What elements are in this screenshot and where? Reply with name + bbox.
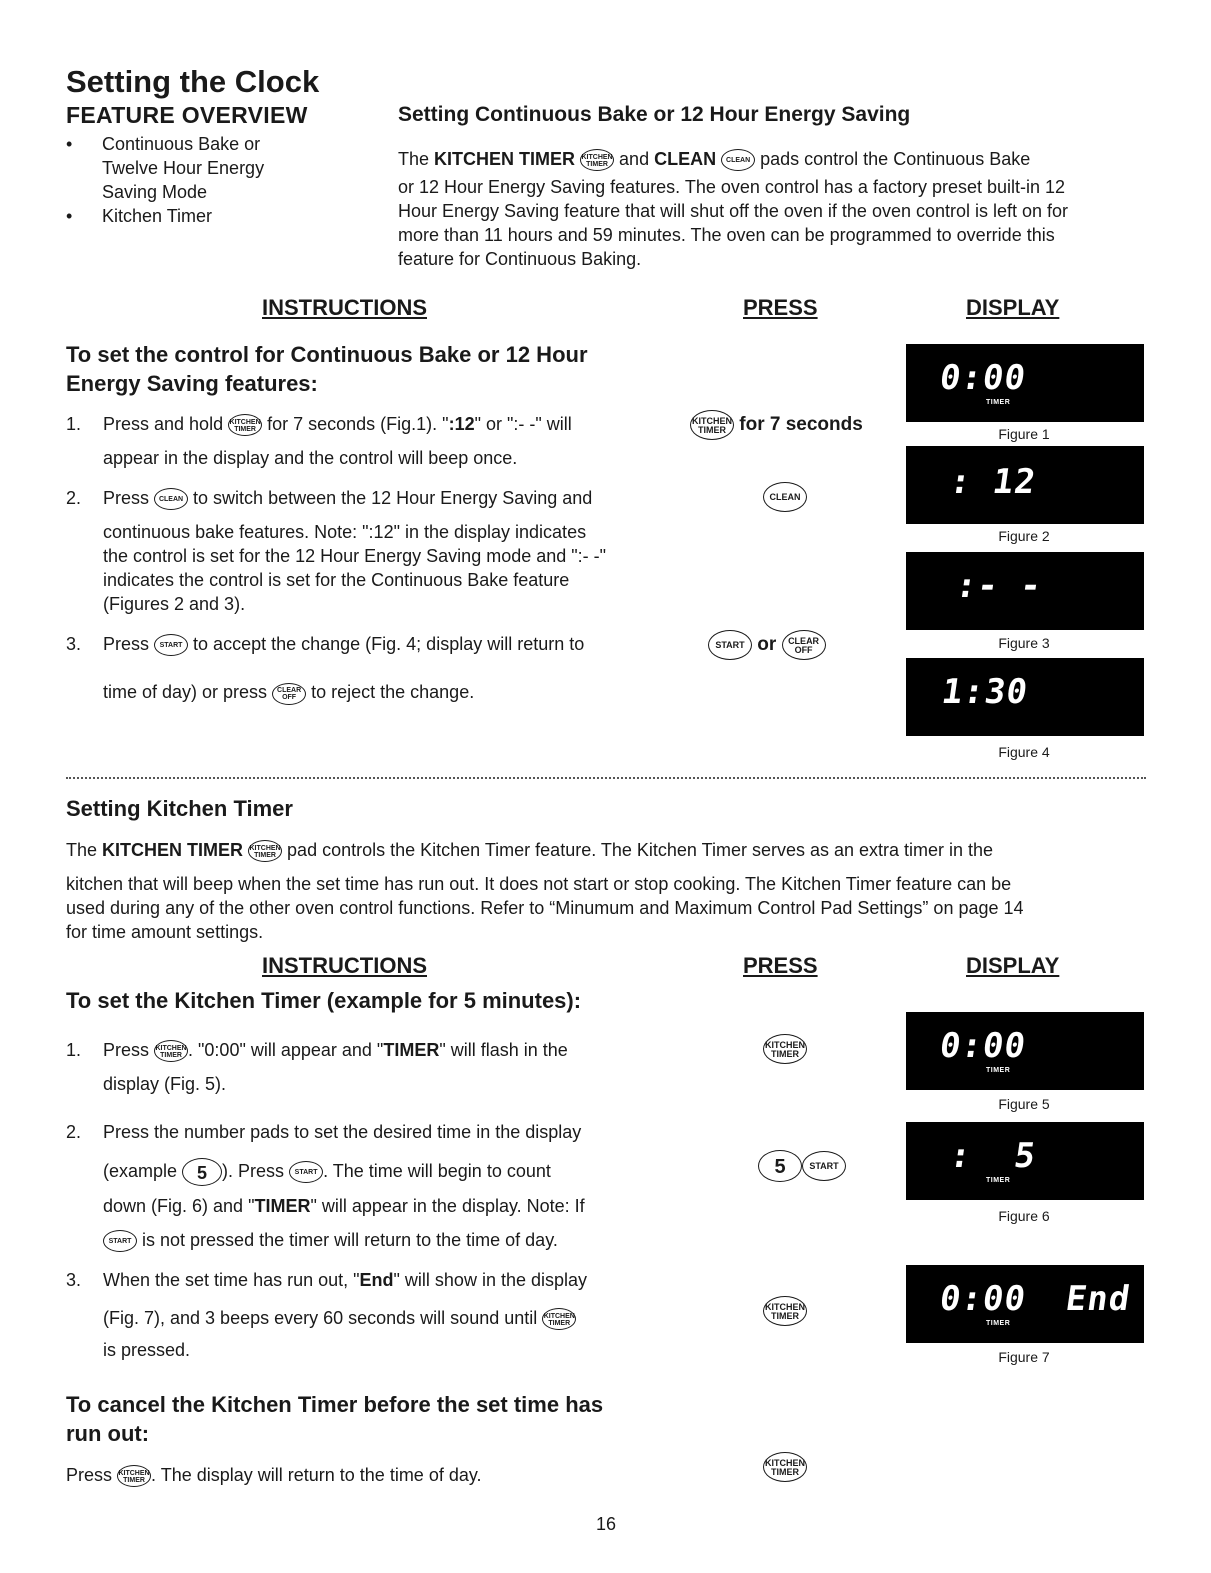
display-timer-label: TIMER: [986, 1067, 1011, 1074]
step-text: to switch between the 12 Hour Energy Saving and: [193, 488, 593, 508]
step2-number: 2.: [66, 488, 82, 508]
step-text: is not pressed the timer will return to the time of day.: [142, 1230, 558, 1250]
kitchen-timer-pad-icon: KITCHEN TIMER: [117, 1465, 151, 1487]
display-figure-3: [906, 552, 1144, 630]
press-header: PRESS: [743, 953, 818, 978]
press-5-start: [758, 1150, 846, 1182]
clear-off-pad-icon[interactable]: CLEAR OFF: [782, 630, 826, 660]
step-text: to accept the change (Fig. 4; display will return to: [193, 634, 585, 654]
page-number: 16: [596, 1514, 617, 1534]
intro-clean: CLEAN: [654, 149, 717, 169]
step-text: " will show in the display: [393, 1270, 588, 1290]
intro-text: pads control the Continuous Bake: [755, 149, 1031, 169]
intro-line: for time amount settings.: [66, 922, 264, 942]
step-text: the control is set for the 12 Hour Energy Saving mode and ":- -": [103, 546, 607, 567]
step1-number: 1.: [66, 414, 82, 434]
instructions-header: INSTRUCTIONS: [262, 295, 427, 320]
figure-caption: Figure 3: [998, 635, 1050, 651]
cancel-heading: [66, 1390, 603, 1448]
display-figure-6: [906, 1122, 1144, 1200]
intro-text: pad controls the Kitchen Timer feature. The Kitchen Timer serves as an extra timer in the: [282, 840, 994, 860]
section1-heading: Setting Continuous Bake or 12 Hour Energy Saving: [398, 103, 911, 126]
start-pad-icon[interactable]: START: [802, 1151, 846, 1181]
display-timer-label: TIMER: [986, 1320, 1011, 1327]
step-text: Press and hold: [103, 414, 224, 434]
s2-step2-text: [103, 1120, 683, 1252]
figure-caption: Figure 1: [998, 426, 1050, 442]
section-divider: [66, 777, 1146, 779]
start-pad-icon[interactable]: START: [708, 630, 752, 660]
step-text: time of day) or press: [103, 682, 268, 703]
press-7sec-label: for 7 seconds: [739, 414, 863, 436]
step-text: Press: [103, 488, 150, 508]
step-text: for 7 seconds (Fig.1). ": [267, 414, 449, 434]
intro-text: and: [614, 149, 655, 169]
feature-overview-heading: FEATURE OVERVIEW: [66, 102, 308, 128]
step-text: . The display will return to the time of day.: [151, 1465, 482, 1485]
clean-pad-icon[interactable]: CLEAN: [763, 482, 807, 512]
display-timer-label: TIMER: [986, 399, 1011, 406]
kitchen-timer-pad-icon: KITCHEN TIMER: [580, 149, 614, 171]
number-5-pad-icon: 5: [182, 1158, 222, 1186]
feature-item: Kitchen Timer: [102, 206, 213, 226]
step-text: indicates the control is set for the Continuous Bake feature: [103, 570, 570, 591]
kitchen-timer-pad-icon: KITCHEN TIMER: [228, 414, 262, 436]
intro-text: The: [398, 149, 435, 169]
section2-intro: [66, 838, 1156, 944]
display-value: : 12: [947, 462, 1039, 502]
step-text: (Figures 2 and 3).: [103, 594, 246, 615]
display-value: :- -: [953, 566, 1045, 606]
intro-line: more than 11 hours and 59 minutes. The oven can be programmed to override this: [398, 225, 1055, 245]
display-figure-7: [906, 1265, 1144, 1343]
section2-subheading: To set the Kitchen Timer (example for 5 minutes):: [66, 988, 582, 1013]
subheading-line: Energy Saving features:: [66, 371, 318, 396]
intro-line: used during any of the other oven control functions. Refer to “Minumum and Maximum Control Pad Settings” on page 14: [66, 898, 1024, 918]
step-text: continuous bake features. Note: ":12" in the display indicates: [103, 522, 587, 543]
step-text: ). Press: [222, 1160, 285, 1181]
clear-off-pad-icon: CLEAR OFF: [272, 683, 306, 705]
press-or-label: or: [757, 634, 777, 656]
display-figure-2: [906, 446, 1144, 524]
step3-number: 3.: [66, 634, 82, 654]
heading-line: run out:: [66, 1421, 150, 1446]
step-text: " will flash in the: [439, 1040, 568, 1060]
step-text: End: [359, 1270, 394, 1290]
clean-pad-icon: CLEAN: [721, 149, 755, 171]
figure-caption: Figure 6: [998, 1208, 1050, 1224]
kitchen-timer-pad-icon[interactable]: KITCHEN TIMER: [763, 1034, 807, 1064]
kitchen-timer-pad-icon: KITCHEN TIMER: [154, 1040, 188, 1062]
section1-intro: [398, 147, 1158, 271]
figure-caption: Figure 2: [998, 528, 1050, 544]
s2-step1-number: 1.: [66, 1040, 82, 1060]
display-figure-1: [906, 344, 1144, 422]
number-5-pad-icon[interactable]: 5: [758, 1150, 802, 1182]
step3-text: [103, 632, 683, 705]
feature-item: Continuous Bake or: [102, 134, 261, 154]
kitchen-timer-pad-icon[interactable]: KITCHEN TIMER: [763, 1452, 807, 1482]
feature-item: Saving Mode: [102, 182, 208, 202]
display-value: 0:00: [937, 1279, 1029, 1319]
subheading-line: To set the control for Continuous Bake or 12 Hour: [66, 342, 588, 367]
step-text: TIMER: [383, 1040, 440, 1060]
step-text: :12: [448, 414, 475, 434]
press-kitchen-timer-7sec: [690, 410, 863, 440]
step-text: Press the number pads to set the desired time in the display: [103, 1122, 582, 1142]
feature-overview-list: • Continuous Bake or Twelve Hour Energy Saving Mode • Kitchen Timer: [66, 132, 306, 228]
instructions-header: INSTRUCTIONS: [262, 953, 427, 978]
display-timer-label: TIMER: [986, 1177, 1011, 1184]
display-value: 0:00: [937, 358, 1029, 398]
press-kitchen-timer: [763, 1034, 807, 1064]
kitchen-timer-pad-icon: KITCHEN TIMER: [248, 840, 282, 862]
step-text: . "0:00" will appear and ": [188, 1040, 384, 1060]
heading-line: To cancel the Kitchen Timer before the set time has: [66, 1392, 604, 1417]
section1-subheading: [66, 340, 588, 398]
step-text: display (Fig. 5).: [103, 1074, 227, 1095]
intro-kitchen-timer: KITCHEN TIMER: [102, 840, 244, 860]
display-value: : 5: [947, 1136, 1039, 1176]
display-figure-4: [906, 658, 1144, 736]
section2-heading: Setting Kitchen Timer: [66, 796, 293, 821]
s2-step2-number: 2.: [66, 1122, 82, 1142]
press-kitchen-timer: [763, 1452, 807, 1482]
s2-step3-text: [103, 1268, 683, 1362]
kitchen-timer-pad-icon[interactable]: KITCHEN TIMER: [763, 1296, 807, 1326]
step-text: down (Fig. 6) and ": [103, 1196, 255, 1216]
display-figure-5: [906, 1012, 1144, 1090]
cancel-text: [66, 1463, 666, 1487]
intro-line: feature for Continuous Baking.: [398, 249, 642, 269]
start-pad-icon: START: [154, 634, 188, 656]
press-start-or-clear: [708, 630, 826, 660]
figure-caption: Figure 5: [998, 1096, 1050, 1112]
step-text: (example: [103, 1160, 178, 1181]
step-text: Press: [103, 1040, 150, 1060]
step-text: " or ":- -" will: [474, 414, 572, 434]
kitchen-timer-pad-icon[interactable]: KITCHEN TIMER: [690, 410, 734, 440]
step1-text: [103, 412, 683, 470]
step-text: is pressed.: [103, 1340, 191, 1361]
start-pad-icon: START: [103, 1230, 137, 1252]
step-text: Press: [66, 1465, 113, 1485]
s2-step1-text: [103, 1038, 683, 1096]
display-header: DISPLAY: [966, 295, 1060, 320]
display-value: 1:30: [939, 672, 1031, 712]
step-text: (Fig. 7), and 3 beeps every 60 seconds will sound until: [103, 1308, 538, 1328]
s2-step3-number: 3.: [66, 1270, 82, 1290]
step-text: . The time will begin to count: [323, 1160, 551, 1181]
step-text: appear in the display and the control will beep once.: [103, 448, 518, 469]
figure-caption: Figure 7: [998, 1349, 1050, 1365]
press-kitchen-timer: [763, 1296, 807, 1326]
step-text: to reject the change.: [311, 682, 475, 703]
intro-line: Hour Energy Saving feature that will shut off the oven if the oven control is left on for: [398, 201, 1069, 221]
clean-pad-icon: CLEAN: [154, 488, 188, 510]
intro-line: or 12 Hour Energy Saving features. The oven control has a factory preset built-in 12: [398, 177, 1066, 197]
press-header: PRESS: [743, 295, 818, 320]
intro-line: kitchen that will beep when the set time has run out. It does not start or stop cooking. The Kitchen Timer feature can be: [66, 874, 1012, 894]
kitchen-timer-pad-icon: KITCHEN TIMER: [542, 1308, 576, 1330]
intro-text: The: [66, 840, 103, 860]
display-header: DISPLAY: [966, 953, 1060, 978]
step-text: " will appear in the display. Note: If: [310, 1196, 585, 1216]
feature-item: Twelve Hour Energy: [102, 158, 265, 178]
start-pad-icon: START: [289, 1161, 323, 1183]
figure-caption: Figure 4: [998, 744, 1050, 760]
page-title: Setting the Clock: [66, 64, 320, 99]
step-text: When the set time has run out, ": [103, 1270, 360, 1290]
intro-kitchen-timer: KITCHEN TIMER: [434, 149, 576, 169]
press-clean: [763, 482, 807, 512]
step-text: Press: [103, 634, 150, 654]
display-end-value: End: [1063, 1279, 1134, 1319]
display-value: 0:00: [937, 1026, 1029, 1066]
step2-text: [103, 486, 683, 616]
step-text: TIMER: [254, 1196, 311, 1216]
